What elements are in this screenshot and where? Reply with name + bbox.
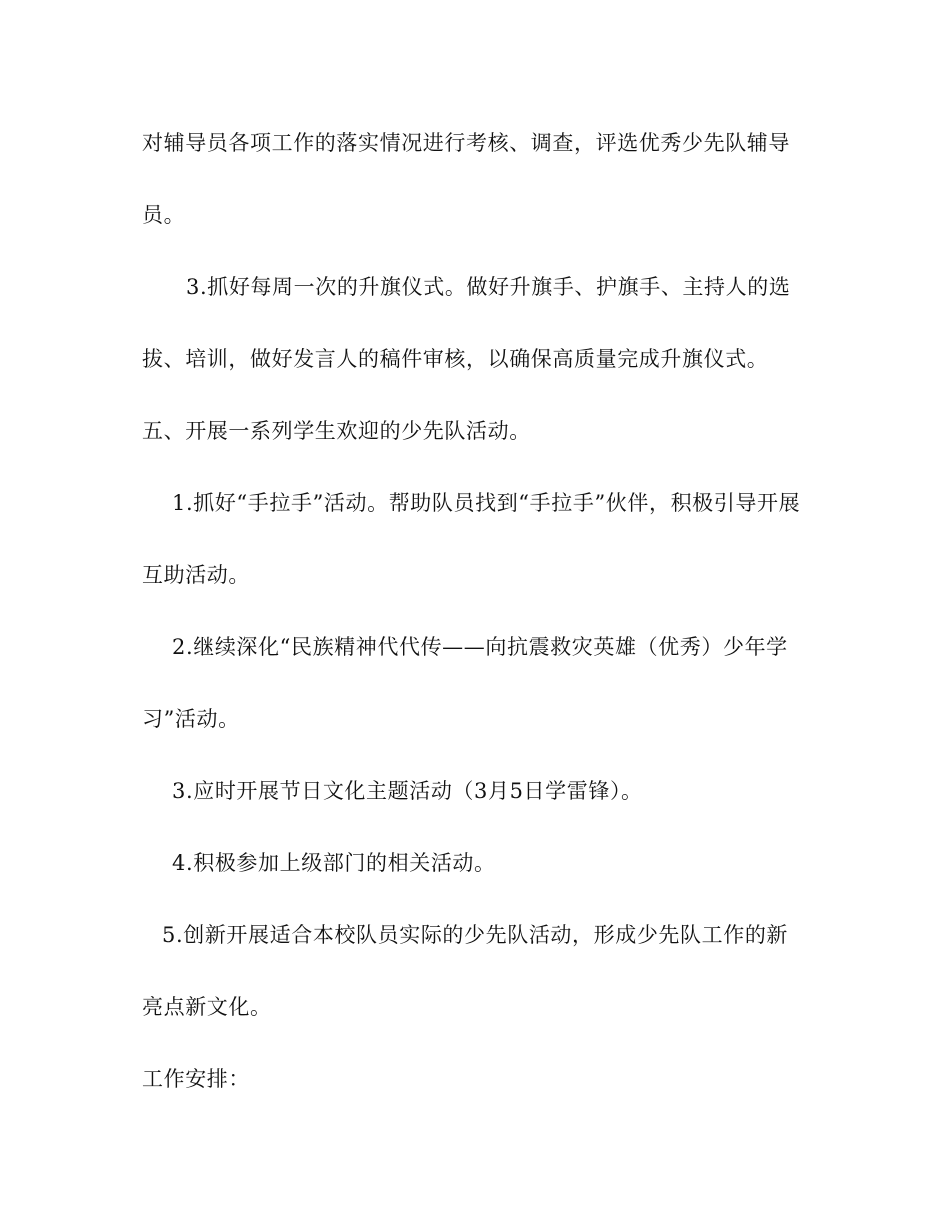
list-item-5-line-2: 亮点新文化。 xyxy=(142,995,272,1019)
list-item-1-line-1: 1.抓好“手拉手”活动。帮助队员找到“手拉手”伙伴，积极引导开展 xyxy=(172,491,801,515)
section-heading: 五、开展一系列学生欢迎的少先队活动。 xyxy=(142,419,531,443)
list-item-5-line-1: 5.创新开展适合本校队员实际的少先队活动，形成少先队工作的新 xyxy=(162,923,789,947)
list-item-1-line-2: 互助活动。 xyxy=(142,563,250,587)
paragraph-line-4: 拔、培训，做好发言人的稿件审核，以确保高质量完成升旗仪式。 xyxy=(142,347,769,371)
paragraph-line-2: 员。 xyxy=(142,203,186,227)
paragraph-line-3: 3.抓好每周一次的升旗仪式。做好升旗手、护旗手、主持人的选 xyxy=(186,275,791,299)
list-item-3: 3.应时开展节日文化主题活动（3月5日学雷锋）。 xyxy=(172,779,643,803)
paragraph-line-1: 对辅导员各项工作的落实情况进行考核、调查，评选优秀少先队辅导 xyxy=(142,131,790,155)
work-arrangement-heading: 工作安排： xyxy=(142,1067,250,1091)
list-item-2-line-2: 习”活动。 xyxy=(142,707,240,731)
list-item-2-line-1: 2.继续深化“民族精神代代传——向抗震救灾英雄（优秀）少年学 xyxy=(172,635,788,659)
list-item-4: 4.积极参加上级部门的相关活动。 xyxy=(172,851,496,875)
